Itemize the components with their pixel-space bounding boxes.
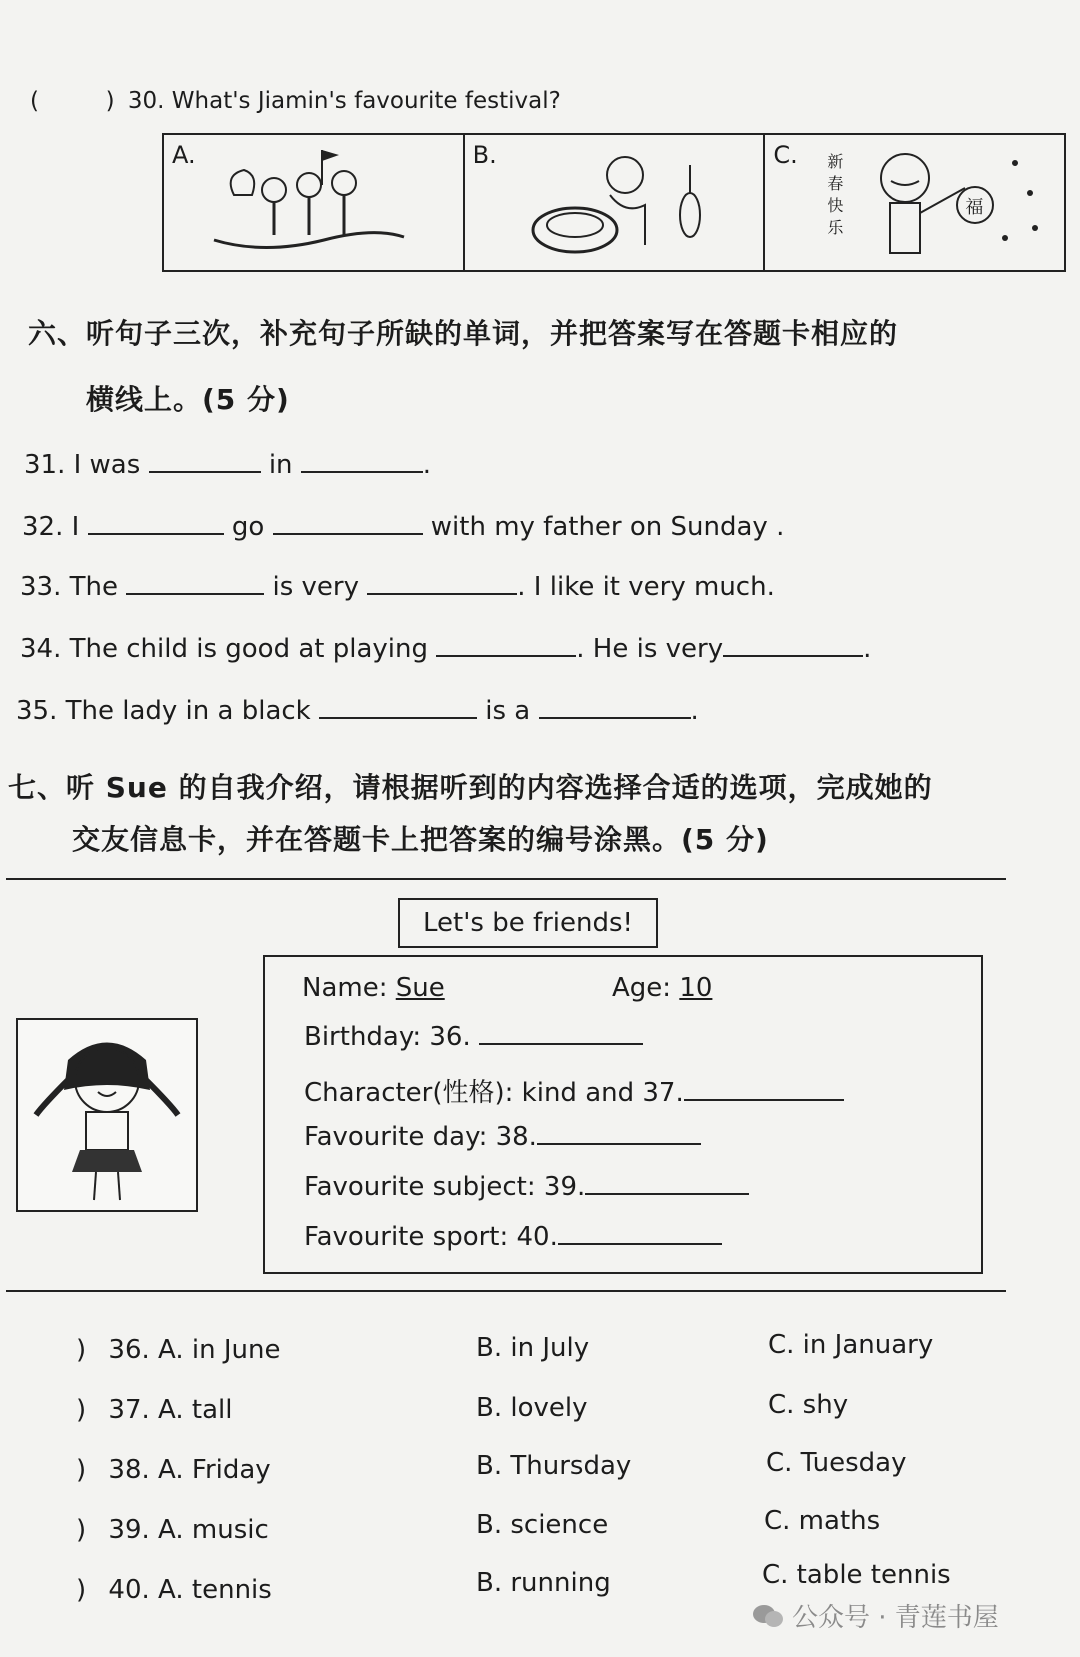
section-6-title-line1: 六、听句子三次，补充句子所缺的单词，并把答案写在答题卡相应的 (28, 317, 899, 350)
answer-paren-open: ( (30, 88, 39, 114)
question-30 (30, 88, 561, 114)
wechat-icon (752, 1602, 784, 1630)
lantern-character: 福 (965, 197, 984, 218)
choice-c[interactable]: C. maths (764, 1506, 881, 1536)
choice-a[interactable]: 38. A. Friday (108, 1455, 271, 1485)
answer-blank[interactable] (479, 1023, 643, 1045)
answer-blank[interactable] (585, 1173, 749, 1195)
option-label: C. (773, 141, 798, 169)
choice-b[interactable]: B. Thursday (476, 1451, 632, 1481)
option-label: A. (172, 141, 196, 169)
girl-picture (16, 1018, 198, 1212)
option-b-picture (465, 135, 766, 270)
name-value: Sue (395, 973, 445, 1003)
fav-subject-row: Favourite subject: 39. (304, 1172, 749, 1202)
age-value: 10 (679, 973, 713, 1003)
choice-row-36: ) 36. A. in June (76, 1335, 281, 1365)
fav-sport-row: Favourite sport: 40. (304, 1222, 722, 1252)
choice-c[interactable]: C. Tuesday (766, 1448, 907, 1478)
choice-a[interactable]: 36. A. in June (108, 1335, 281, 1365)
item-33: 33. The is very . I like it very much. (20, 572, 775, 602)
dragon-boat-icon (204, 145, 414, 260)
choice-row-39: ) 39. A. music (76, 1515, 269, 1545)
answer-paren-close: ) (105, 88, 115, 114)
choice-a[interactable]: 40. A. tennis (108, 1575, 272, 1605)
answer-blank[interactable] (301, 451, 423, 473)
child-with-lantern-icon (855, 143, 1055, 263)
new-year-banner: 新 春 快 乐 (827, 152, 844, 237)
choice-row-37: ) 37. A. tall (76, 1395, 233, 1425)
choice-a[interactable]: 39. A. music (108, 1515, 269, 1545)
answer-blank[interactable] (539, 697, 691, 719)
item-35: 35. The lady in a black is a . (16, 696, 699, 726)
answer-blank[interactable] (88, 513, 224, 535)
choice-c[interactable]: C. in January (768, 1330, 934, 1360)
answer-blank[interactable] (558, 1223, 722, 1245)
watermark: 公众号 · 青莲书屋 (752, 1597, 999, 1634)
answer-blank[interactable] (319, 697, 477, 719)
section-6-title-line2: 横线上。(5 分) (86, 383, 290, 416)
fav-day-row: Favourite day: 38. (304, 1122, 701, 1152)
choice-c[interactable]: C. shy (768, 1390, 849, 1420)
choice-b[interactable]: B. running (476, 1568, 611, 1598)
q30-picture-options (162, 133, 1066, 272)
choice-row-38: ) 38. A. Friday (76, 1455, 271, 1485)
name-row: Name: Sue (302, 973, 445, 1003)
girl-icon (18, 1020, 196, 1210)
answer-blank[interactable] (149, 451, 261, 473)
section-7-title-line2: 交友信息卡，并在答题卡上把答案的编号涂黑。(5 分) (72, 823, 769, 856)
choice-b[interactable]: B. lovely (476, 1393, 588, 1423)
choice-a[interactable]: 37. A. tall (108, 1395, 233, 1425)
answer-blank[interactable] (436, 635, 576, 657)
answer-blank[interactable] (684, 1079, 844, 1101)
age-row: Age: 10 (612, 973, 713, 1003)
choice-b[interactable]: B. science (476, 1510, 609, 1540)
section-7-title-line1: 七、听 Sue 的自我介绍，请根据听到的内容选择合适的选项，完成她的 (8, 771, 933, 804)
mooncake-lantern-icon (505, 145, 725, 260)
birthday-row: Birthday: 36. (304, 1022, 643, 1052)
character-row: Character(性格): kind and 37. (304, 1072, 844, 1109)
choice-b[interactable]: B. in July (476, 1333, 590, 1363)
option-label: B. (472, 141, 497, 169)
item-34: 34. The child is good at playing . He is very . (20, 634, 872, 664)
choice-row-40: ) 40. A. tennis (76, 1575, 272, 1605)
question-text: 30. What's Jiamin's favourite festival? (127, 88, 561, 114)
answer-blank[interactable] (367, 573, 517, 595)
answer-blank[interactable] (273, 513, 423, 535)
item-31: 31. I was in . (24, 450, 432, 480)
answer-blank[interactable] (723, 635, 863, 657)
item-32: 32. I go with my father on Sunday . (22, 512, 785, 542)
option-c-picture (765, 135, 1064, 270)
friend-card-title: Let's be friends! (398, 898, 658, 948)
answer-blank[interactable] (126, 573, 264, 595)
option-a-picture (164, 135, 465, 270)
choice-c[interactable]: C. table tennis (762, 1560, 951, 1590)
answer-blank[interactable] (537, 1123, 701, 1145)
